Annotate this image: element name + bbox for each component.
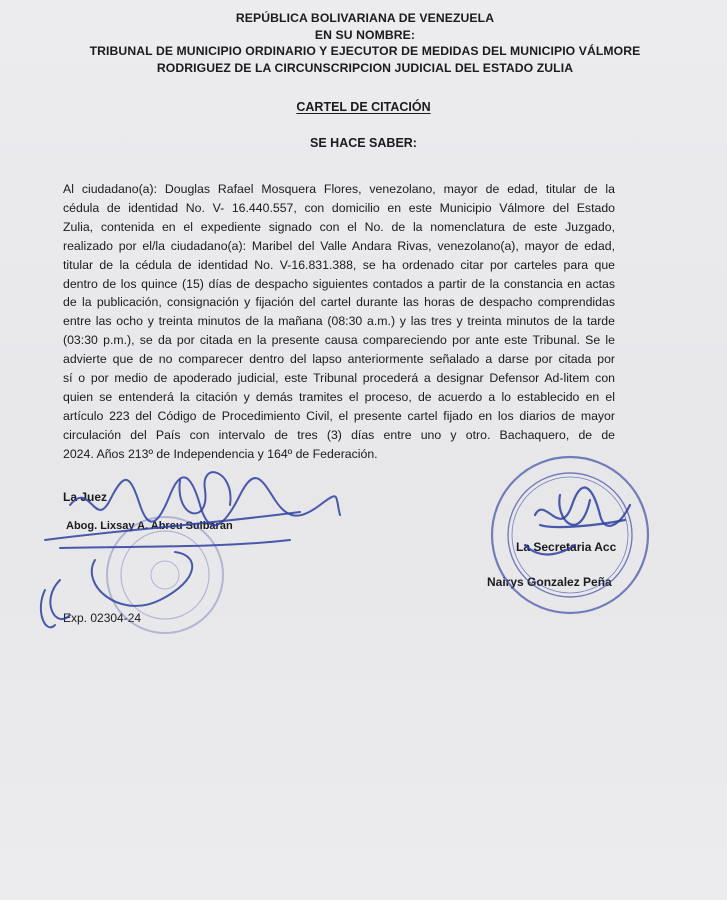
body-line: Al ciudadano(a): Douglas Rafael Mosquera Flores, venezolano, mayor de edad, titular de la [63,182,615,196]
expediente-number: Exp. 02304-24 [63,611,142,625]
body-line: dentro de los quince (15) días de despacho siguientes contados a partir de la constancia en actas [63,276,615,291]
body-line: realizado por el/la ciudadano(a): Maribel del Valle Andara Rivas, venezolano(a), mayor de edad, [63,238,615,253]
body-line: sí o por medio de apoderado judicial, este Tribunal procederá a designar Defensor Ad-litem con [63,371,615,386]
body-line: advierte que de no comparecer dentro del lapso anteriormente señalado a darse por citada por [63,352,615,367]
body-line: artículo 223 del Código de Procedimiento Civil, el presente cartel fijado en los diarios de mayor [63,408,615,423]
body-line: de la publicación, consignación y fijación del cartel durante las horas de despacho comprendidas [63,295,615,310]
header-circunscripcion: RODRIGUEZ DE LA CIRCUNSCRIPCION JUDICIAL DEL ESTADO ZULIA [156,60,574,75]
document-header [40,10,690,76]
body-line: entre las ocho y treinta minutos de la mañana (08:30 a.m.) y las tres y treinta minutos de la tarde [63,314,615,329]
body-line: Zulia, contenida en el expediente signado con el No. de la nomenclatura de este Juzgado, [63,219,615,234]
secretary-name: Nairys Gonzalez Peña [487,575,612,589]
header-tribunal: TRIBUNAL DE MUNICIPIO ORDINARIO Y EJECUTOR DE MEDIDAS DEL MUNICIPIO VÁLMORE [89,44,641,58]
body-line: cédula de identidad No. V- 16.440.557, con domicilio en este Municipio Válmore del Estado [63,200,615,215]
body-line: titular de la cédula de identidad No. V-16.831.388, se ha ordenado citar por carteles para que [63,257,615,272]
body-line: (03:30 p.m.), se da por citada en la presente causa compareciendo por ante este Tribunal. Se le [63,333,615,348]
header-en-su-nombre: EN SU NOMBRE: [314,27,416,42]
body-line: circulación del País con intervalo de tres (3) días entre uno y otro. Bachaquero, de de [63,427,615,442]
judge-name: Abog. Lixsay A. Abreu Sulbaran [66,520,233,532]
document-subtitle: SE HACE SABER: [310,136,417,150]
secretary-title: La Secretaria Acc [516,540,617,554]
document-title-text: CARTEL DE CITACIÓN [296,100,431,114]
body-line: 2024. Años 213º de Independencia y 164º de Federación. [63,446,378,461]
body-line: quien se entenderá la citación y demás tramites el proceso, de acuerdo a lo establecido en el [63,389,615,404]
judge-title: La Juez [63,490,108,504]
secretary-stamp [492,457,648,613]
header-republic: REPÚBLICA BOLIVARIANA DE VENEZUELA [235,11,495,25]
citation-body [63,180,615,464]
document-title [0,100,727,114]
